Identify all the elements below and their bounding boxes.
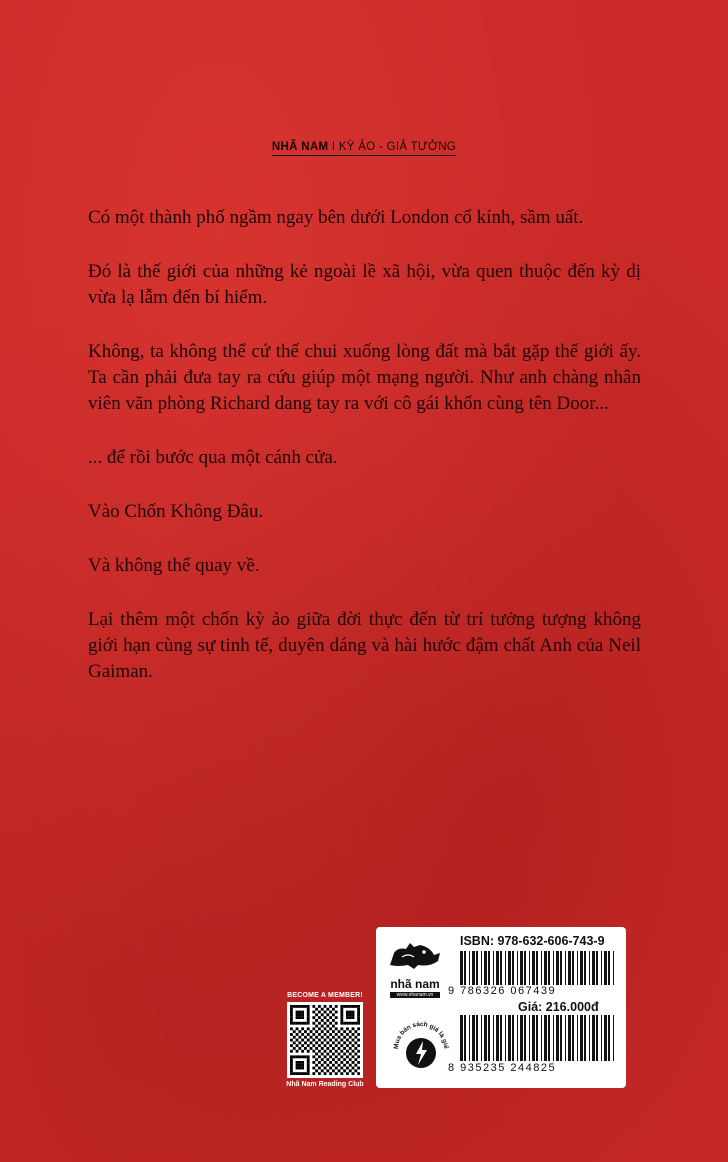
- anti-piracy-seal: [390, 1015, 452, 1077]
- barcode-panel: [376, 927, 626, 1088]
- membership-qr-block: [280, 992, 370, 1088]
- knight-horse-logo-icon: [384, 937, 446, 971]
- blurb-paragraph: Không, ta không thể cứ thế chui xuống lòng đất mà bắt gặp thế giới ấy. Ta cần phải đưa tay ra cứu giúp một mạng người. Như anh chàng nhân viên văn phòng Richard dang tay ra với cô gái khốn cùng tên Door...: [88, 341, 641, 414]
- qr-code-icon: [290, 1005, 360, 1075]
- blurb-paragraph: Có một thành phố ngầm ngay bên dưới London cổ kính, sầm uất.: [88, 207, 584, 228]
- qr-code[interactable]: [287, 1002, 363, 1078]
- blurb-paragraph: Đó là thế giới của những kẻ ngoài lề xã hội, vừa quen thuộc đến kỳ dị vừa lạ lẫm đến bí hiểm.: [88, 261, 641, 308]
- price-label: Giá: 216.000đ: [518, 1000, 599, 1014]
- ean-digits: 8 935235 244825: [448, 1062, 557, 1074]
- seal-text: Mua bán sách giả là giế: [392, 1020, 450, 1050]
- isbn-barcode: [460, 951, 616, 985]
- series-separator: I: [331, 141, 336, 153]
- ean-barcode: [460, 1015, 616, 1061]
- member-caption: BECOME A MEMBER!: [287, 992, 363, 999]
- isbn-label: ISBN: 978-632-606-743-9: [460, 934, 605, 948]
- series-line: [0, 141, 728, 153]
- blurb-text: [88, 205, 641, 713]
- blurb-paragraph: ... để rồi bước qua một cánh cửa.: [88, 447, 338, 468]
- isbn-digits: 9 786326 067439: [448, 985, 557, 997]
- series-category: KỲ ẢO - GIẢ TƯỞNG: [338, 141, 457, 153]
- blurb-paragraph: Vào Chốn Không Đâu.: [88, 501, 264, 522]
- publisher-name: NHÃ NAM: [271, 141, 329, 153]
- brand-name: nhã nam: [390, 977, 440, 991]
- blurb-paragraph: Và không thể quay về.: [88, 555, 260, 576]
- publisher-logo: [384, 937, 446, 998]
- brand-website: www.nhanam.vn: [390, 992, 440, 998]
- blurb-paragraph: Lại thêm một chốn kỳ ảo giữa đời thực đến từ trí tưởng tượng không giới hạn cùng sự tinh tế, duyên dáng và hài hước đậm chất Anh của Neil Gaiman.: [88, 609, 641, 682]
- reading-club-label: Nhã Nam Reading Club: [286, 1081, 364, 1088]
